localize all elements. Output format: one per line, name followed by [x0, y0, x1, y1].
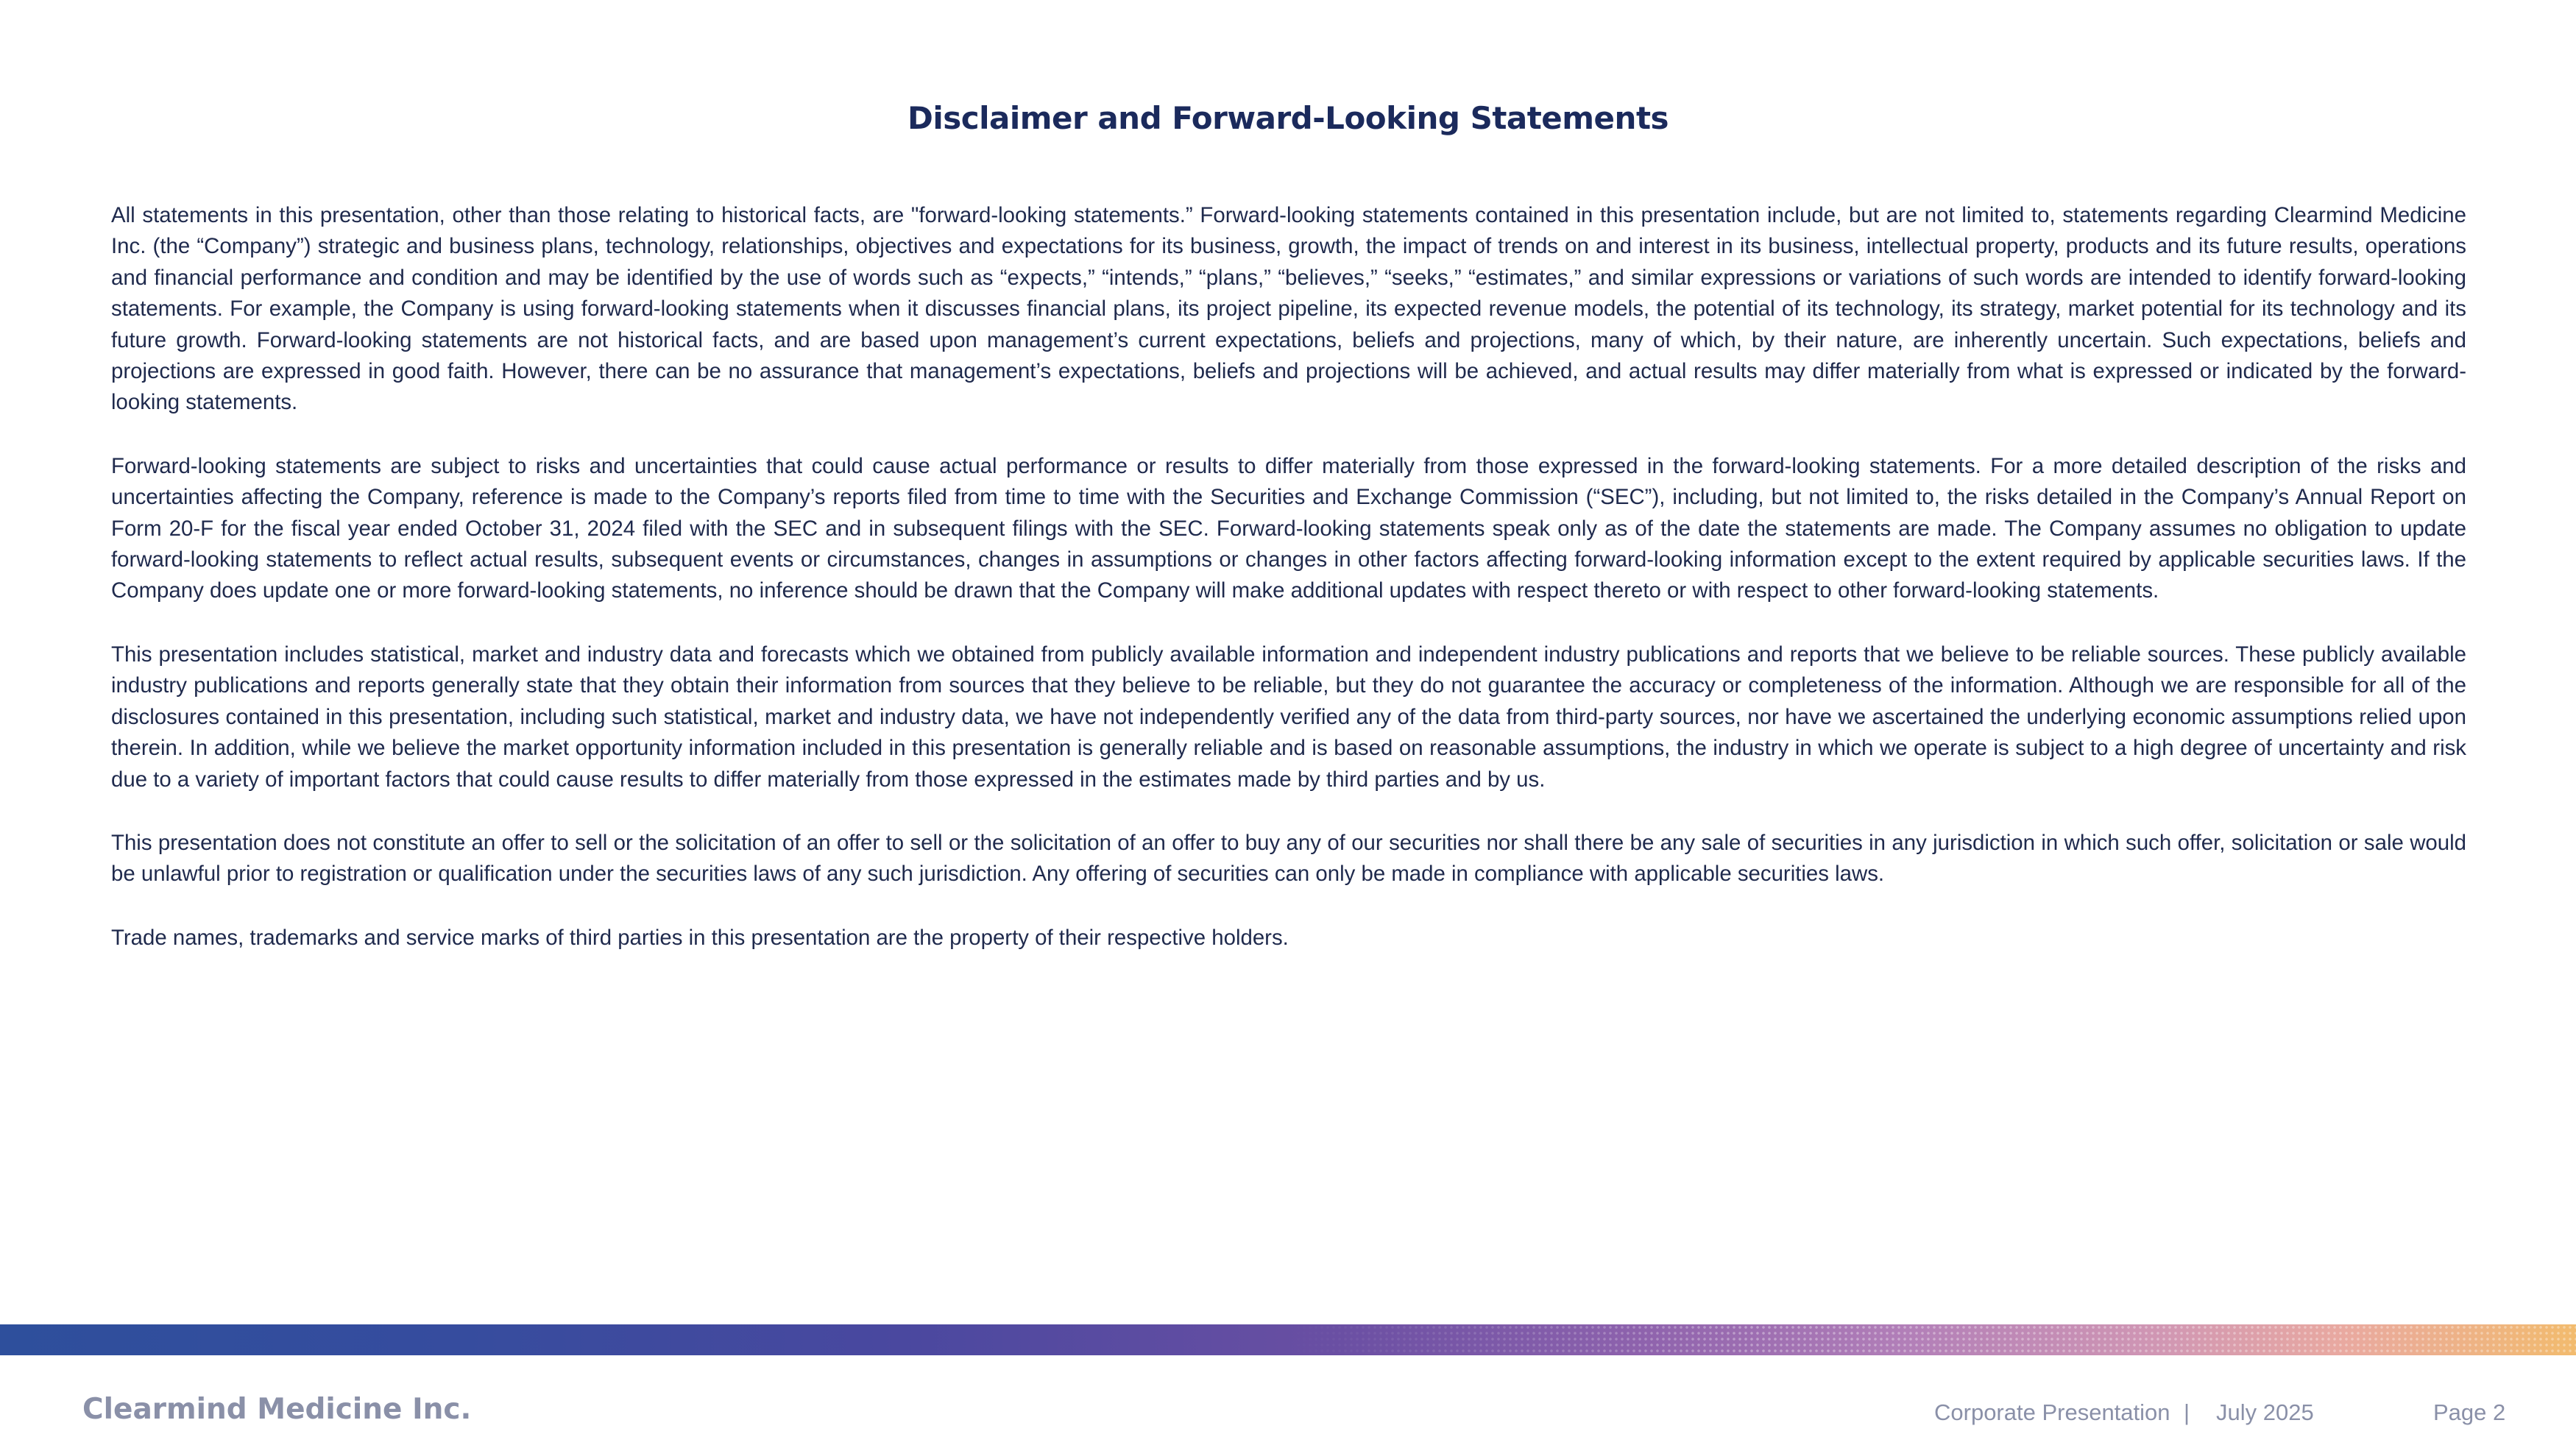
- footer-company-name: Clearmind Medicine Inc.: [82, 1393, 472, 1426]
- footer-presentation-label: Corporate Presentation: [1934, 1399, 2170, 1425]
- paragraph-risks: Forward-looking statements are subject to risks and uncertainties that could cause actual performance or results to differ materially from those expressed in the forward-looking statements. For a more detailed description of the risks and uncertainties affecting the Company, reference is made to the Company’s reports filed from time to time with the Securities and Exchange Commission (“SEC”), including, but not limited to, the risks detailed in the Company’s Annual Report on Form 20-F for the fiscal year ended October 31, 2024 filed with the SEC and in subsequent filings with the SEC. Forward-looking statements speak only as of the date the statements are made. The Company assumes no obligation to update forward-looking statements to reflect actual results, subsequent events or circumstances, changes in assumptions or changes in other factors affecting forward-looking information except to the extent required by applicable securities laws. If the Company does update one or more forward-looking statements, no inference should be drawn that the Company will make additional updates with respect thereto or with respect to other forward-looking statements.: [111, 453, 2466, 603]
- footer-page-number: Page 2: [2433, 1399, 2506, 1425]
- paragraph-forward-looking: All statements in this presentation, other than those relating to historical facts, are "forward-looking statements.” Forward-looking statements contained in this presentation include, but are not limited to, statements regarding Clearmind Medicine Inc. (the “Company”) strategic and business plans, technology, relationships, objectives and expectations for its business, growth, the impact of trends on and interest in its business, intellectual property, products and its future results, operations and financial performance and condition and may be identified by the use of words such as “expects,” “intends,” “plans,” “believes,” “seeks,” “estimates,” and similar expressions or variations of such words are intended to identify forward-looking statements. For example, the Company is using forward-looking statements when it discusses financial plans, its project pipeline, its expected revenue models, the potential of its technology, its strategy, market potential for its technology and its future growth. Forward-looking statements are not historical facts, and are based upon management’s current expectations, beliefs and projections, many of which, by their nature, are inherently uncertain. Such expectations, beliefs and projections are expressed in good faith. However, there can be no assurance that management’s expectations, beliefs and projections will be achieved, and actual results may differ materially from what is expressed or indicated by the forward-looking statements.: [111, 203, 2466, 415]
- disclaimer-body: [111, 200, 2466, 986]
- paragraph-no-offer: This presentation does not constitute an offer to sell or the solicitation of an offer to sell or the solicitation of an offer to buy any of our securities nor shall there be any sale of securities in any jurisdiction in which such offer, solicitation or sale would be unlawful prior to registration or qualification under the securities laws of any such jurisdiction. Any offering of securities can only be made in compliance with applicable securities laws.: [111, 830, 2466, 887]
- paragraph-trademarks: Trade names, trademarks and service marks of third parties in this presentation are the property of their respective holders.: [111, 925, 1289, 950]
- footer-separator: |: [2184, 1399, 2190, 1425]
- band-dot-pattern: [0, 1324, 2576, 1355]
- paragraph-industry-data: This presentation includes statistical, market and industry data and forecasts which we obtained from publicly available information and independent industry publications and reports that we believe to be reliable sources. These publicly available industry publications and reports generally state that they obtain their information from sources that they believe to be reliable, but they do not guarantee the accuracy or completeness of the information. Although we are responsible for all of the disclosures contained in this presentation, including such statistical, market and industry data, we have not independently verified any of the data from third-party sources, nor have we ascertained the underlying economic assumptions relied upon therein. In addition, while we believe the market opportunity information included in this presentation is generally reliable and is based on reasonable assumptions, the industry in which we operate is subject to a high degree of uncertainty and risk due to a variety of important factors that could cause results to differ materially from those expressed in the estimates made by third parties and by us.: [111, 642, 2466, 792]
- slide-title: Disclaimer and Forward-Looking Statements: [907, 100, 1669, 136]
- footer-gradient-band: [0, 1324, 2576, 1355]
- footer-date: July 2025: [2216, 1399, 2314, 1425]
